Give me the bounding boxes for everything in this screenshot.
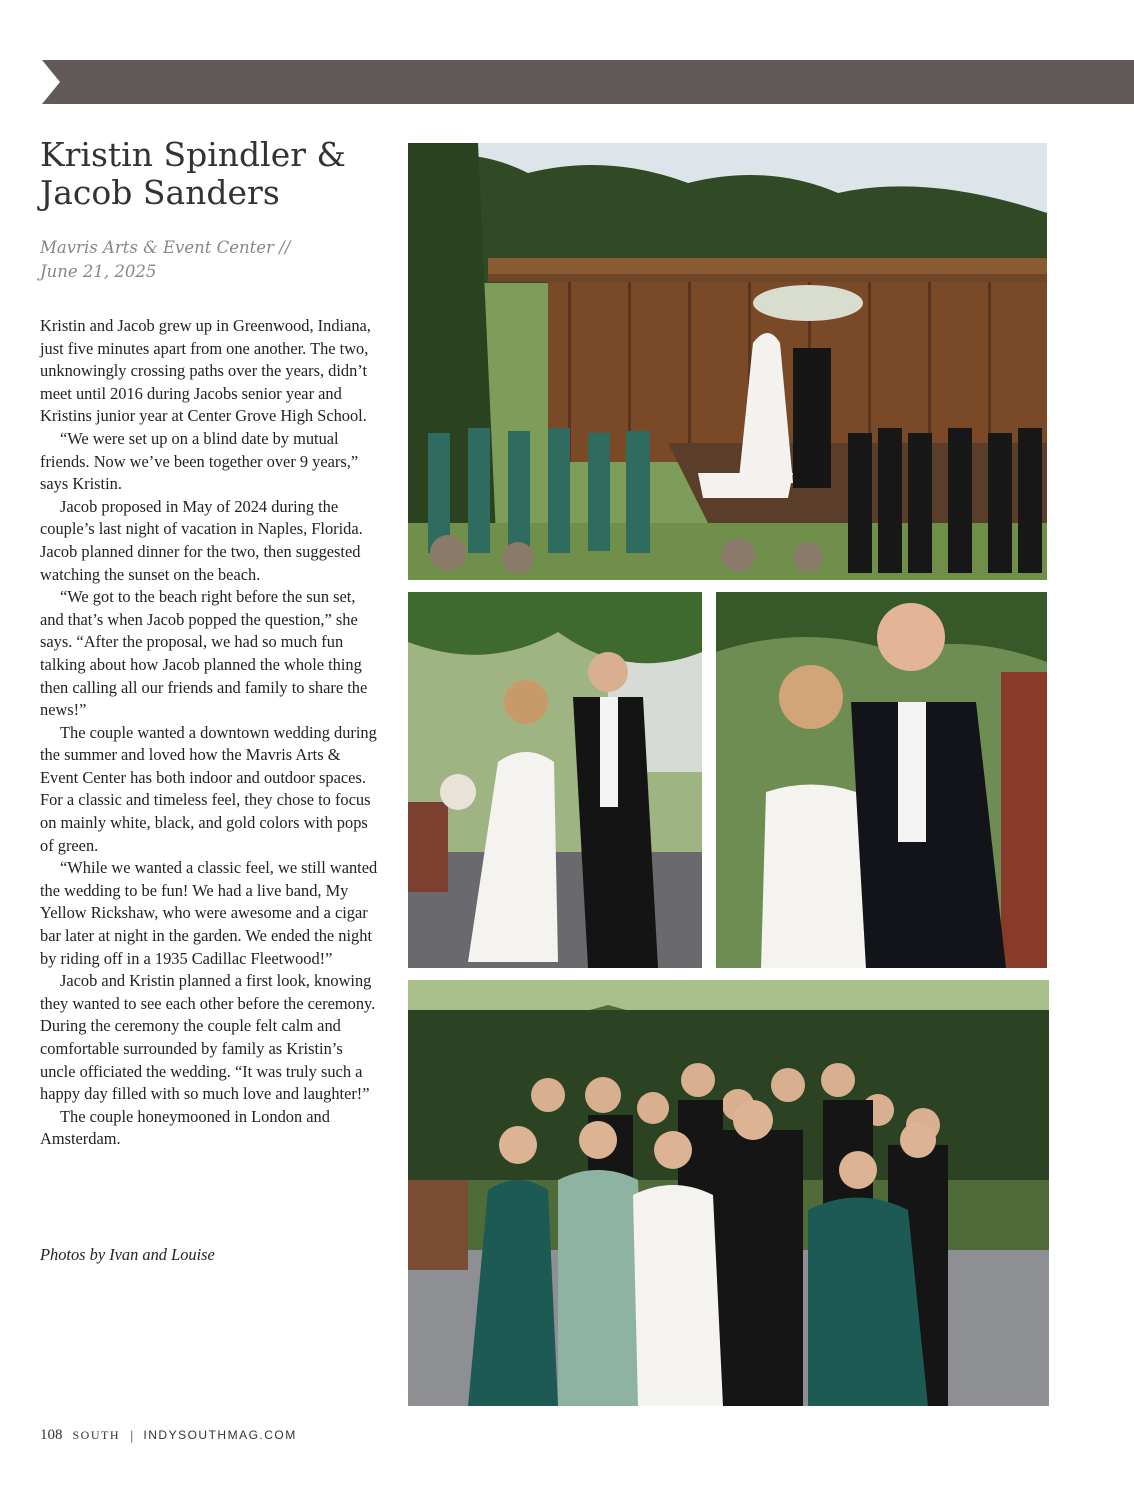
article-paragraph: The couple honeymooned in London and Amsterdam.: [40, 1106, 330, 1149]
photo-credit: Photos by Ivan and Louise: [40, 1245, 215, 1264]
article-paragraph: “While we wanted a classic feel, we still wanted the wedding to be fun! We had a live band, My Yellow Rickshaw, who were awesome and a cigar bar later at night in the garden. We ended the night by riding off in a 1935 Cadillac Fleetwood!”: [40, 858, 378, 968]
article-paragraph: “We were set up on a blind date by mutual friends. Now we’ve been together over 9 years,” says Kristin.: [40, 428, 359, 494]
article-body: [40, 315, 380, 1151]
couple-walking-photo: [408, 592, 702, 968]
magazine-name: SOUTH: [72, 1427, 121, 1442]
article-paragraph: Kristin and Jacob grew up in Greenwood, Indiana, just five minutes apart from one another. The two, unknowingly crossing paths over the years, didn’t meet until 2016 during Jacobs senior year and Kristins junior year at Center Grove High School.: [40, 316, 371, 426]
article-paragraph: Jacob proposed in May of 2024 during the couple’s last night of vacation in Naples, Florida. Jacob planned dinner for the two, then suggested watching the sunset on the beach.: [40, 496, 363, 584]
page-number: 108: [40, 1426, 63, 1443]
article-paragraph: Jacob and Kristin planned a first look, knowing they wanted to see each other before the ceremony. During the ceremony the couple felt calm and comfortable surrounded by family as Kristin’s uncle officiated the wedding. “It was truly such a happy day filled with so much love and laughter!”: [40, 971, 376, 1104]
ceremony-photo: [408, 143, 1047, 580]
article-title: Kristin Spindler & Jacob Sanders: [40, 135, 346, 212]
article-paragraph: The couple wanted a downtown wedding during the summer and loved how the Mavris Arts & Event Center has both indoor and outdoor spaces. For a classic and timeless feel, they chose to focus on mainly white, black, and gold colors with pops of green.: [40, 722, 377, 855]
couple-portrait-photo: [716, 592, 1047, 968]
wedding-party-photo: [408, 980, 1049, 1406]
article-paragraph: “We got to the beach right before the sun set, and that’s when Jacob popped the question,” she says. “After the proposal, we had so much fun talking about how Jacob planned the whole thing then calling all our friends and family to share the news!”: [40, 587, 368, 720]
venue-date: [40, 236, 380, 284]
footer-separator: |: [130, 1427, 134, 1443]
wedding-date: June 21, 2025: [40, 262, 157, 281]
venue-name: Mavris Arts & Event Center //: [40, 238, 291, 257]
page-footer: [40, 1425, 297, 1445]
header-banner: [0, 60, 1134, 104]
magazine-url-link[interactable]: INDYSOUTHMAG.COM: [143, 1428, 297, 1442]
